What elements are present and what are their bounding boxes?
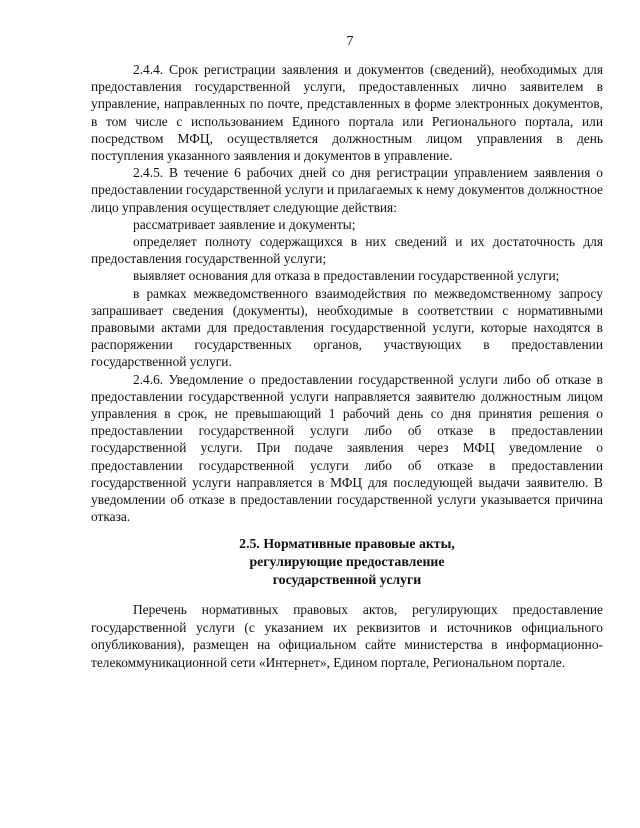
paragraph-2-4-4: 2.4.4. Срок регистрации заявления и документов (сведений), необходимых для предоставления государственной услуги, предоставленных лично заявителем в управление, направленных по почте, представленных в форме электронных документов, в том числе с использованием Единого портала или Регионального портала, или посредством МФЦ, осуществляется должностным лицом управления в день поступления указанного заявления и документов в управление. xyxy=(91,62,603,164)
paragraph-2-4-6: 2.4.6. Уведомление о предоставлении государственной услуги либо об отказе в предоставлении государственной услуги направляется заявителю должностным лицом управления в срок, не превышающий 1 рабочий день со дня принятия решения о предоставлении государственной услуги либо об отказе в предоставлении государственной услуги. При подаче заявления через МФЦ уведомление о предоставлении государственной услуги либо об отказе в предоставлении государственной услуги направляется в МФЦ для последующей выдачи заявителю. В уведомлении об отказе в предоставлении государственной услуги указывается причина отказа. xyxy=(91,371,603,525)
body-text xyxy=(91,61,603,525)
action-item-refusal-grounds: выявляет основания для отказа в предоставлении государственной услуги; xyxy=(133,268,560,284)
section-heading-line: государственной услуги xyxy=(272,572,422,587)
paragraph-2-4-5: 2.4.5. В течение 6 рабочих дней со дня регистрации управлением заявления о предоставлении государственной услуги и прилагаемых к нему документов должностное лицо управления осуществляет следующие действия: xyxy=(91,165,603,215)
section-heading-line: 2.5. Нормативные правовые акты, xyxy=(239,536,455,551)
section-heading xyxy=(91,535,603,589)
section-body xyxy=(91,601,603,671)
action-item-review: рассматривает заявление и документы; xyxy=(133,216,356,232)
section-paragraph: Перечень нормативных правовых актов, регулирующих предоставление государственной услуги (с указанием их реквизитов и источников официального опубликования), размещен на официальном сайте министерства в информационно-телекоммуникационной сети «Интернет», Едином портале, Региональном портале. xyxy=(91,602,603,670)
action-item-interagency-request: в рамках межведомственного взаимодействия по межведомственному запросу запрашивает сведения (документы), необходимые в соответствии с нормативными правовыми актами для предоставления государственной услуги, которые находятся в распоряжении государственных органов, участвующих в предоставлении государственной услуги. xyxy=(91,285,603,370)
page-number: 7 xyxy=(346,34,354,49)
action-item-completeness: определяет полноту содержащихся в них сведений и их достаточность для предоставления государственной услуги; xyxy=(91,234,603,267)
section-heading-line: регулирующие предоставление xyxy=(249,554,445,569)
